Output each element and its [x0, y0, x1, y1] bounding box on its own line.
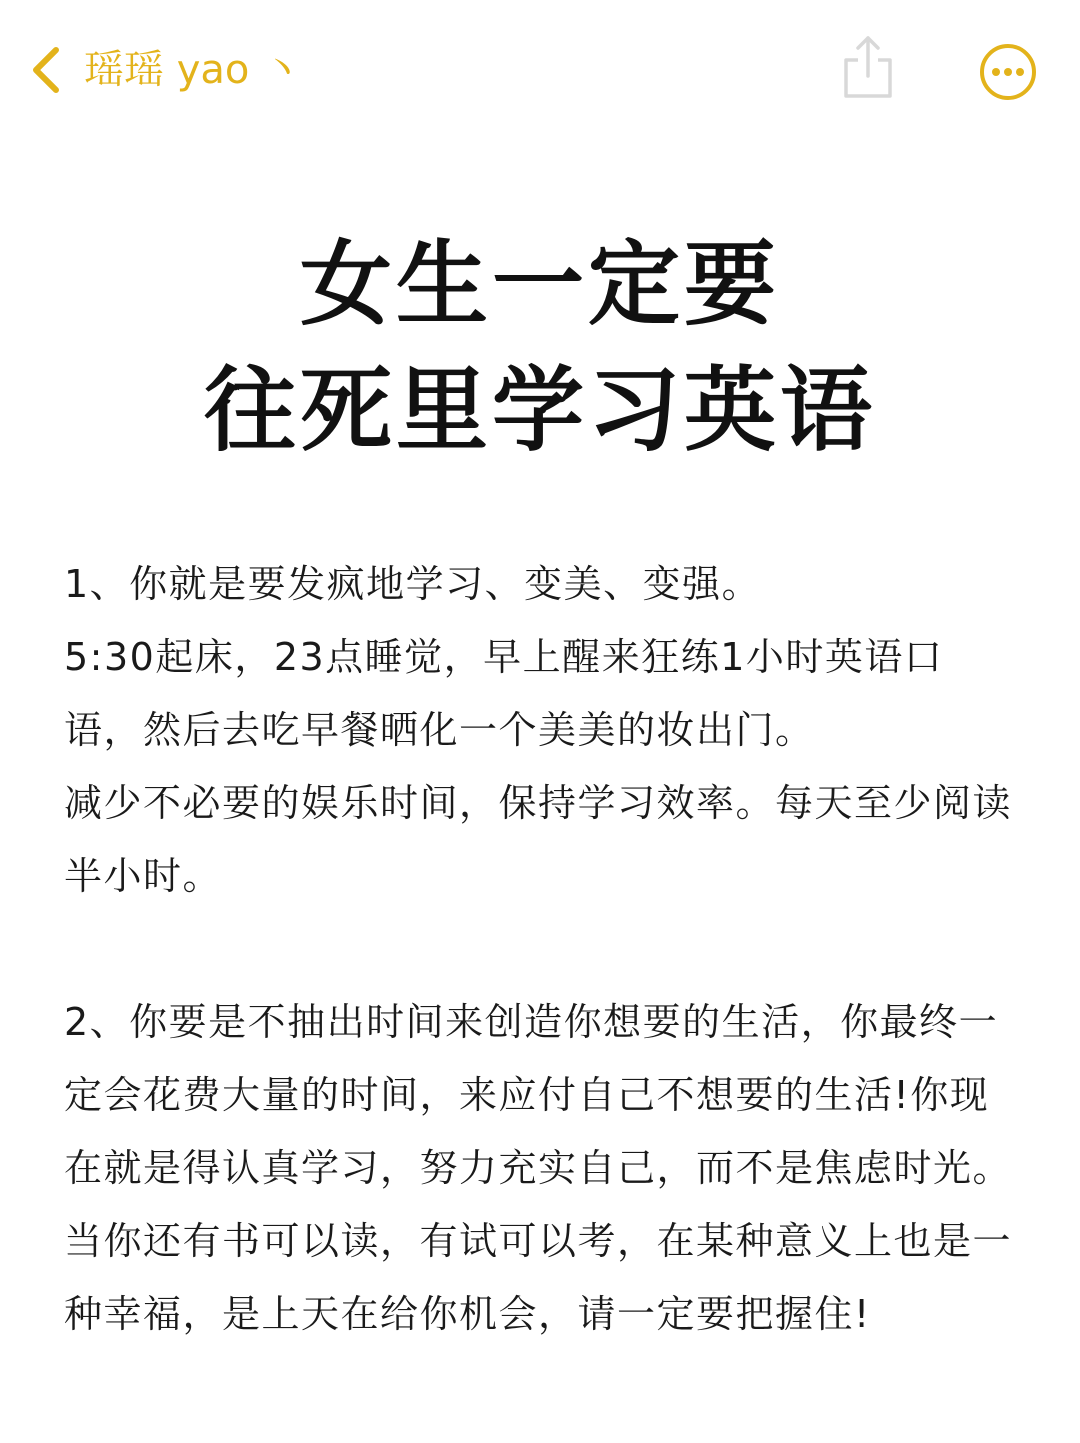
note-body [64, 548, 1020, 1351]
back-label[interactable]: 瑶瑶 yao 丶 [84, 47, 303, 93]
note-title [0, 222, 1080, 474]
title-line-1: 女生一定要 [299, 231, 780, 338]
title-line-2: 往死里学习英语 [203, 357, 876, 464]
more-options-button[interactable] [978, 42, 1038, 102]
share-button[interactable] [842, 34, 894, 100]
back-button[interactable] [26, 42, 70, 98]
top-navigation-bar [0, 0, 1080, 140]
paragraph-2: 2、你要是不抽出时间来创造你想要的生活，你最终一定会花费大量的时间，来应付自己不想要的生活!你现在就是得认真学习，努力充实自己，而不是焦虑时光。当你还有书可以读，有试可以考，在某种意义上也是一种幸福，是上天在给你机会，请一定要把握住! [64, 1000, 1013, 1336]
chevron-left-icon [26, 42, 70, 98]
more-options-icon [978, 42, 1038, 102]
paragraph-1-line-2: 5:30起床，23点睡觉，早上醒来狂练1小时英语口语，然后去吃早餐晒化一个美美的妆出门。 [64, 635, 944, 752]
paragraph-1-line-1: 1、你就是要发疯地学习、变美、变强。 [64, 562, 762, 606]
paragraph-1-line-3: 减少不必要的娱乐时间，保持学习效率。每天至少阅读半小时。 [64, 781, 1013, 898]
share-icon [842, 34, 894, 100]
